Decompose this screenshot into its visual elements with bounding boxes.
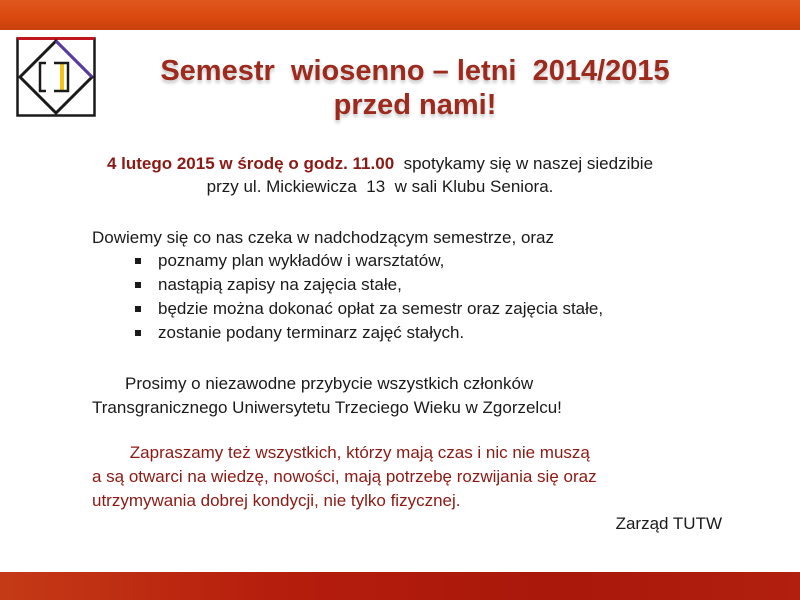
invite-line-2: a są otwarci na wiedzę, nowości, mają potrzebę rozwijania się oraz bbox=[92, 467, 597, 486]
list-item: zostanie podany terminarz zajęć stałych. bbox=[92, 321, 603, 345]
list-item: będzie można dokonać opłat za semestr oraz zajęcia stałe, bbox=[92, 297, 603, 321]
request-line-1: Prosimy o niezawodne przybycie wszystkich członków bbox=[92, 374, 534, 393]
title-line-2: przed nami! bbox=[333, 89, 497, 121]
square-bullet-icon bbox=[135, 306, 141, 312]
lead-text: Dowiemy się co nas czeka w nadchodzącym semestrze, oraz bbox=[92, 228, 555, 247]
invite-line-1: Zapraszamy też wszystkich, którzy mają czas i nic nie muszą bbox=[92, 443, 590, 462]
intro-text-1: spotykamy się w naszej siedzibie bbox=[394, 154, 654, 173]
list-item: nastąpią zapisy na zajęcia stałe, bbox=[92, 273, 603, 297]
meeting-date: 4 lutego 2015 w środę o godz. 11.00 bbox=[106, 154, 395, 173]
agenda-list bbox=[92, 249, 603, 345]
square-bullet-icon bbox=[135, 330, 141, 336]
square-bullet-icon bbox=[135, 258, 141, 264]
top-decor-bar bbox=[0, 0, 800, 30]
page-title bbox=[100, 54, 730, 122]
intro-paragraph bbox=[60, 152, 700, 198]
bottom-decor-bar bbox=[0, 572, 800, 600]
title-line-1: Semestr wiosenno – letni 2014/2015 bbox=[160, 55, 670, 87]
list-item: poznamy plan wykładów i warsztatów, bbox=[92, 249, 603, 273]
tutw-logo-icon bbox=[16, 37, 96, 117]
intro-line-2: przy ul. Mickiewicza 13 w sali Klubu Seniora. bbox=[206, 177, 554, 196]
request-paragraph bbox=[92, 372, 562, 420]
request-line-2: Transgranicznego Uniwersytetu Trzeciego Wieku w Zgorzelcu! bbox=[92, 398, 562, 417]
square-bullet-icon bbox=[135, 282, 141, 288]
signature: Zarząd TUTW bbox=[615, 514, 722, 533]
intro-line-1 bbox=[60, 152, 700, 175]
invite-line-3: utrzymywania dobrej kondycji, nie tylko fizycznej. bbox=[92, 491, 461, 510]
invite-paragraph bbox=[92, 441, 597, 513]
